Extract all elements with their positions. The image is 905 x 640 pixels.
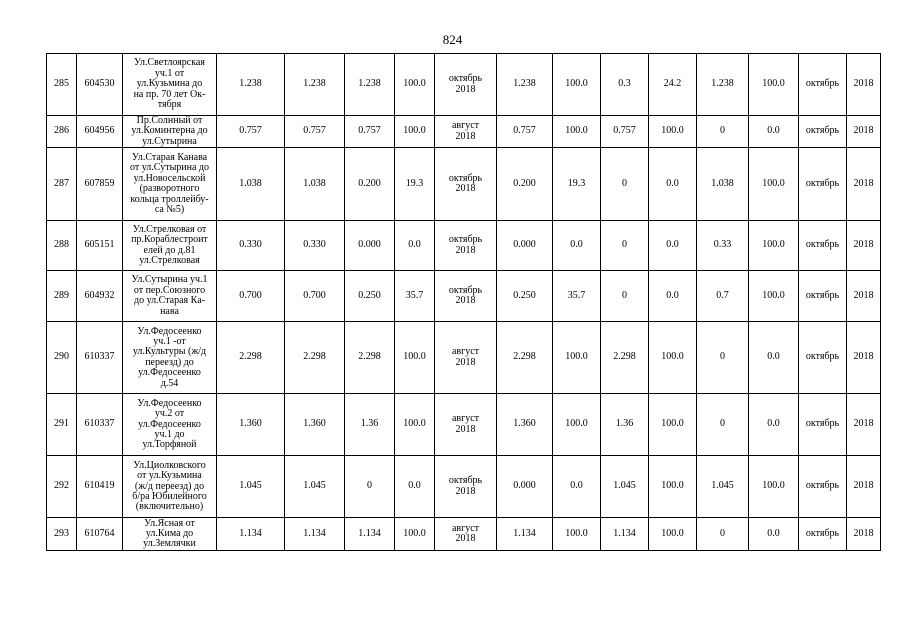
cell-c7: 0	[601, 221, 649, 271]
cell-code: 610337	[77, 394, 123, 456]
cell-line: Ул.Федосеенко	[137, 325, 202, 337]
cell-c9: 1.045	[697, 456, 749, 518]
cell-line: 2018	[455, 83, 476, 95]
cell-c2: 1.038	[285, 148, 345, 221]
cell-line: до ул.Старая Ка-	[134, 295, 205, 307]
cell-line: ул.Кузьмина до	[136, 78, 203, 90]
cell-c1: 0.330	[217, 221, 285, 271]
cell-line: ул.Федосеенко	[138, 367, 201, 379]
cell-line: (ж/д переезд) до	[134, 480, 205, 492]
cell-c5: 1.134	[497, 518, 553, 551]
cell-date	[435, 394, 497, 456]
cell-c7: 0	[601, 271, 649, 322]
cell-c9: 0	[697, 116, 749, 148]
cell-line: октябрь	[448, 234, 483, 246]
cell-line: (включительно)	[135, 501, 204, 513]
cell-desc	[123, 456, 217, 518]
cell-line: нава	[160, 305, 179, 317]
cell-c6: 100.0	[553, 116, 601, 148]
cell-code: 610419	[77, 456, 123, 518]
cell-c10: 100.0	[749, 271, 799, 322]
cell-date	[435, 148, 497, 221]
cell-c5: 0.250	[497, 271, 553, 322]
cell-line: (разворотного	[139, 183, 200, 195]
page-number: 824	[442, 32, 463, 47]
cell-year: 2018	[847, 148, 881, 221]
cell-c5: 0.200	[497, 148, 553, 221]
cell-c1: 1.045	[217, 456, 285, 518]
table-row	[47, 394, 881, 456]
cell-c6: 35.7	[553, 271, 601, 322]
cell-num: 291	[47, 394, 77, 456]
cell-code: 610764	[77, 518, 123, 551]
cell-c7: 1.36	[601, 394, 649, 456]
table-body	[47, 54, 881, 551]
table-row	[47, 456, 881, 518]
cell-c10: 0.0	[749, 394, 799, 456]
cell-c9: 0	[697, 322, 749, 394]
cell-line: от ул.Сутырина до	[129, 162, 210, 174]
cell-c8: 24.2	[649, 54, 697, 116]
cell-line: елей до д.81	[143, 244, 196, 256]
cell-year: 2018	[847, 394, 881, 456]
cell-code: 605151	[77, 221, 123, 271]
table-row	[47, 271, 881, 322]
cell-line: ул.Землячки	[143, 538, 196, 550]
cell-date	[435, 456, 497, 518]
cell-c9: 0	[697, 394, 749, 456]
cell-year: 2018	[847, 322, 881, 394]
cell-c4: 100.0	[395, 322, 435, 394]
cell-num: 293	[47, 518, 77, 551]
cell-date	[435, 221, 497, 271]
cell-num: 287	[47, 148, 77, 221]
cell-line: переезд) до	[145, 356, 194, 368]
cell-line: Ул.Старая Канава	[131, 152, 208, 163]
cell-c6: 100.0	[553, 54, 601, 116]
cell-line: 2018	[455, 485, 476, 497]
cell-c6: 100.0	[553, 394, 601, 456]
cell-line: ул.Культуры (ж/д	[132, 346, 207, 358]
cell-c3: 0.757	[345, 116, 395, 148]
road-repair-table	[46, 53, 881, 551]
cell-desc	[123, 116, 217, 148]
cell-line: Ул.Федосеенко	[137, 397, 202, 409]
cell-c1: 0.757	[217, 116, 285, 148]
cell-c1: 0.700	[217, 271, 285, 322]
cell-c5: 0.757	[497, 116, 553, 148]
cell-num: 286	[47, 116, 77, 148]
cell-month: октябрь	[799, 456, 847, 518]
cell-desc	[123, 394, 217, 456]
cell-c2: 0.700	[285, 271, 345, 322]
cell-code: 604530	[77, 54, 123, 116]
cell-month: октябрь	[799, 394, 847, 456]
cell-c5: 0.000	[497, 221, 553, 271]
cell-c3: 2.298	[345, 322, 395, 394]
cell-month: октябрь	[799, 322, 847, 394]
cell-line: уч.2 от	[154, 408, 185, 420]
table-row	[47, 148, 881, 221]
cell-date	[435, 54, 497, 116]
table-row	[47, 518, 881, 551]
cell-line: ул.Стрелковая	[139, 255, 200, 267]
cell-month: октябрь	[799, 54, 847, 116]
cell-code: 604932	[77, 271, 123, 322]
cell-date	[435, 322, 497, 394]
cell-c4: 19.3	[395, 148, 435, 221]
cell-c7: 0.757	[601, 116, 649, 148]
cell-c10: 100.0	[749, 54, 799, 116]
cell-line: д.54	[160, 377, 179, 389]
cell-code: 607859	[77, 148, 123, 221]
cell-c4: 0.0	[395, 456, 435, 518]
cell-line: на пр. 70 лет Ок-	[133, 88, 206, 100]
cell-c5: 2.298	[497, 322, 553, 394]
cell-month: октябрь	[799, 116, 847, 148]
cell-line: октябрь	[448, 475, 483, 487]
cell-c8: 100.0	[649, 116, 697, 148]
cell-c1: 1.134	[217, 518, 285, 551]
cell-c10: 100.0	[749, 148, 799, 221]
cell-month: октябрь	[799, 148, 847, 221]
cell-line: октябрь	[448, 284, 483, 296]
cell-c5: 1.360	[497, 394, 553, 456]
cell-c6: 100.0	[553, 518, 601, 551]
cell-line: ул.Коминтерна до	[131, 125, 208, 137]
cell-c6: 0.0	[553, 456, 601, 518]
cell-line: Ул.Циолковского	[133, 459, 206, 471]
cell-line: 2018	[455, 244, 476, 256]
cell-line: 2018	[455, 533, 476, 545]
cell-c3: 0.200	[345, 148, 395, 221]
cell-c10: 0.0	[749, 518, 799, 551]
cell-line: Ул.Стрелковая от	[132, 223, 207, 235]
cell-c10: 0.0	[749, 322, 799, 394]
cell-year: 2018	[847, 54, 881, 116]
table-row	[47, 221, 881, 271]
cell-c2: 0.330	[285, 221, 345, 271]
cell-line: от ул.Кузьмина	[137, 470, 202, 482]
cell-date	[435, 518, 497, 551]
cell-desc	[123, 54, 217, 116]
cell-c2: 2.298	[285, 322, 345, 394]
cell-line: октябрь	[448, 72, 483, 84]
cell-line: август	[451, 522, 480, 534]
cell-desc	[123, 148, 217, 221]
cell-c10: 100.0	[749, 456, 799, 518]
cell-line: Пр.Солнный от	[136, 115, 203, 126]
table-row	[47, 116, 881, 148]
cell-c1: 1.038	[217, 148, 285, 221]
cell-line: Ул.Ясная от	[144, 517, 195, 529]
cell-line: 2018	[455, 295, 476, 307]
cell-c2: 0.757	[285, 116, 345, 148]
cell-year: 2018	[847, 116, 881, 148]
cell-c8: 100.0	[649, 456, 697, 518]
cell-month: октябрь	[799, 271, 847, 322]
cell-code: 610337	[77, 322, 123, 394]
cell-month: октябрь	[799, 221, 847, 271]
cell-line: Ул.Светлоярская	[134, 57, 205, 69]
cell-c7: 0	[601, 148, 649, 221]
cell-line: ул.Сутырина	[142, 135, 197, 147]
cell-line: уч.1 от	[154, 67, 185, 79]
cell-line: ул.Торфяной	[142, 439, 197, 451]
cell-c3: 0.000	[345, 221, 395, 271]
cell-line: уч.1 до	[154, 428, 185, 440]
cell-c2: 1.238	[285, 54, 345, 116]
cell-year: 2018	[847, 221, 881, 271]
cell-c9: 1.238	[697, 54, 749, 116]
cell-c4: 0.0	[395, 221, 435, 271]
cell-year: 2018	[847, 518, 881, 551]
cell-year: 2018	[847, 271, 881, 322]
cell-line: от пер.Союзного	[133, 284, 206, 296]
table-row	[47, 322, 881, 394]
table-row	[47, 54, 881, 116]
cell-desc	[123, 322, 217, 394]
cell-desc	[123, 221, 217, 271]
cell-c6: 19.3	[553, 148, 601, 221]
cell-line: уч.1 -от	[153, 335, 186, 347]
cell-c2: 1.045	[285, 456, 345, 518]
cell-c10: 0.0	[749, 116, 799, 148]
cell-c3: 1.36	[345, 394, 395, 456]
cell-c4: 100.0	[395, 54, 435, 116]
cell-c2: 1.360	[285, 394, 345, 456]
cell-c7: 1.045	[601, 456, 649, 518]
cell-c7: 2.298	[601, 322, 649, 394]
cell-line: август	[451, 346, 480, 358]
cell-line: август	[451, 413, 480, 425]
cell-line: ул.Федосеенко	[138, 418, 201, 430]
cell-line: пр.Кораблестроит	[131, 234, 208, 246]
cell-line: са №5)	[154, 204, 185, 216]
cell-line: тября	[157, 99, 182, 111]
cell-line: 2018	[455, 130, 476, 142]
cell-line: август	[451, 120, 480, 132]
cell-c8: 0.0	[649, 271, 697, 322]
cell-c3: 0.250	[345, 271, 395, 322]
cell-c4: 35.7	[395, 271, 435, 322]
cell-desc	[123, 271, 217, 322]
cell-c3: 1.238	[345, 54, 395, 116]
cell-line: кольца троллейбу-	[130, 193, 209, 205]
cell-line: октябрь	[448, 172, 483, 184]
cell-c8: 100.0	[649, 322, 697, 394]
cell-c7: 0.3	[601, 54, 649, 116]
cell-c8: 100.0	[649, 394, 697, 456]
cell-c5: 1.238	[497, 54, 553, 116]
cell-c4: 100.0	[395, 518, 435, 551]
cell-num: 292	[47, 456, 77, 518]
cell-c2: 1.134	[285, 518, 345, 551]
cell-line: Ул.Сутырина уч.1	[131, 274, 208, 286]
cell-c8: 100.0	[649, 518, 697, 551]
cell-c8: 0.0	[649, 221, 697, 271]
cell-line: б/ра Юбилейного	[132, 490, 207, 502]
cell-line: 2018	[455, 423, 476, 435]
cell-c6: 0.0	[553, 221, 601, 271]
cell-c10: 100.0	[749, 221, 799, 271]
cell-month: октябрь	[799, 518, 847, 551]
cell-code: 604956	[77, 116, 123, 148]
cell-c3: 1.134	[345, 518, 395, 551]
cell-num: 288	[47, 221, 77, 271]
cell-desc	[123, 518, 217, 551]
cell-c1: 1.238	[217, 54, 285, 116]
cell-c9: 0	[697, 518, 749, 551]
cell-c8: 0.0	[649, 148, 697, 221]
cell-line: 2018	[455, 183, 476, 195]
cell-date	[435, 116, 497, 148]
cell-c5: 0.000	[497, 456, 553, 518]
cell-c6: 100.0	[553, 322, 601, 394]
cell-c9: 1.038	[697, 148, 749, 221]
cell-c1: 1.360	[217, 394, 285, 456]
cell-num: 285	[47, 54, 77, 116]
cell-year: 2018	[847, 456, 881, 518]
cell-c4: 100.0	[395, 394, 435, 456]
cell-c1: 2.298	[217, 322, 285, 394]
cell-line: ул.Новосельской	[133, 172, 206, 184]
cell-num: 289	[47, 271, 77, 322]
cell-c4: 100.0	[395, 116, 435, 148]
cell-num: 290	[47, 322, 77, 394]
cell-date	[435, 271, 497, 322]
cell-c3: 0	[345, 456, 395, 518]
cell-line: 2018	[455, 356, 476, 368]
cell-c7: 1.134	[601, 518, 649, 551]
cell-c9: 0.7	[697, 271, 749, 322]
cell-c9: 0.33	[697, 221, 749, 271]
cell-line: ул.Кима до	[145, 528, 194, 540]
